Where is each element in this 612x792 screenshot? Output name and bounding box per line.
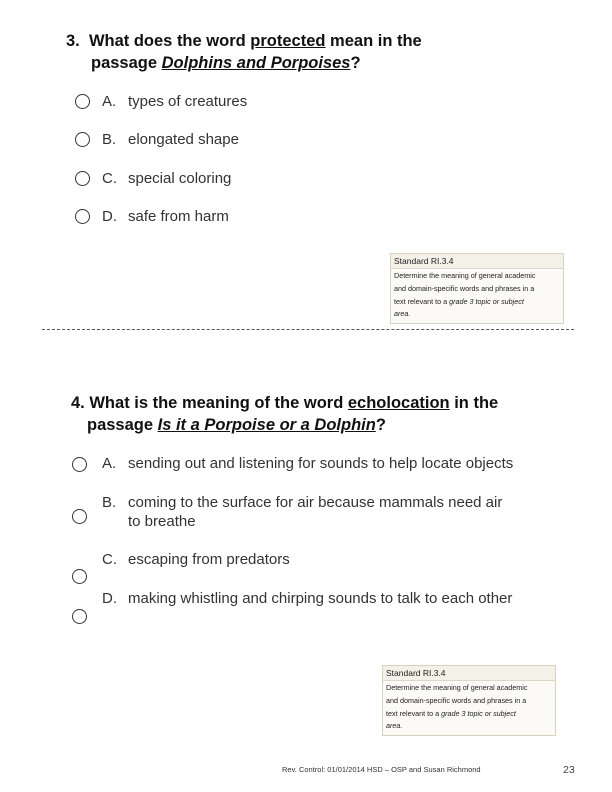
q4-option-b-radio[interactable] bbox=[72, 509, 87, 524]
q4-standard-title: Standard RI.3.4 bbox=[383, 666, 555, 681]
question-3-title: 3. What does the word protected mean in the passage Dolphins and Porpoises? bbox=[66, 32, 422, 72]
q3-option-c[interactable]: C. special coloring bbox=[102, 170, 232, 187]
q4-standard-box bbox=[382, 665, 556, 736]
q4-option-c-radio[interactable] bbox=[72, 569, 87, 584]
page-number: 23 bbox=[563, 764, 575, 776]
q4-option-c[interactable]: C. escaping from predators bbox=[102, 551, 290, 568]
q3-option-d[interactable]: D. safe from harm bbox=[102, 208, 229, 225]
q3-standard-title: Standard RI.3.4 bbox=[391, 254, 563, 269]
q3-standard-description: Determine the meaning of general academic and domain-specific words and phrases in a text relevant to a grade 3 topic or subject area. bbox=[391, 269, 563, 323]
question-4-title: 4. What is the meaning of the word echolocation in the passage Is it a Porpoise or a Dolphin? bbox=[71, 394, 499, 434]
question-3-passage-title: Dolphins and Porpoises bbox=[161, 54, 351, 72]
q4-standard-description: Determine the meaning of general academic and domain-specific words and phrases in a text relevant to a grade 3 topic or subject area. bbox=[383, 681, 555, 735]
q3-standard-box bbox=[390, 253, 564, 324]
q3-option-b[interactable]: B. elongated shape bbox=[102, 131, 239, 148]
q3-option-d-radio[interactable] bbox=[75, 209, 90, 224]
question-4-passage-title: Is it a Porpoise or a Dolphin bbox=[157, 416, 376, 434]
q3-option-b-radio[interactable] bbox=[75, 132, 90, 147]
question-4-number: 4. bbox=[71, 394, 85, 412]
question-3-number: 3. bbox=[66, 32, 80, 50]
q4-option-a-radio[interactable] bbox=[72, 457, 87, 472]
q4-option-d-radio[interactable] bbox=[72, 609, 87, 624]
section-divider bbox=[42, 329, 574, 330]
q3-option-a[interactable]: A. types of creatures bbox=[102, 93, 248, 110]
q3-option-a-radio[interactable] bbox=[75, 94, 90, 109]
question-4-target-word: echolocation bbox=[347, 394, 450, 412]
q4-option-d[interactable]: D. making whistling and chirping sounds to talk to each other bbox=[102, 590, 513, 607]
question-3-target-word: protected bbox=[250, 32, 326, 50]
q3-option-c-radio[interactable] bbox=[75, 171, 90, 186]
q4-option-b[interactable]: B. coming to the surface for air because mammals need air to breathe bbox=[102, 494, 503, 530]
q4-option-a[interactable]: A. sending out and listening for sounds to help locate objects bbox=[102, 455, 514, 472]
footer-rev-control: Rev. Control: 01/01/2014 HSD – OSP and Susan Richmond bbox=[282, 765, 481, 774]
